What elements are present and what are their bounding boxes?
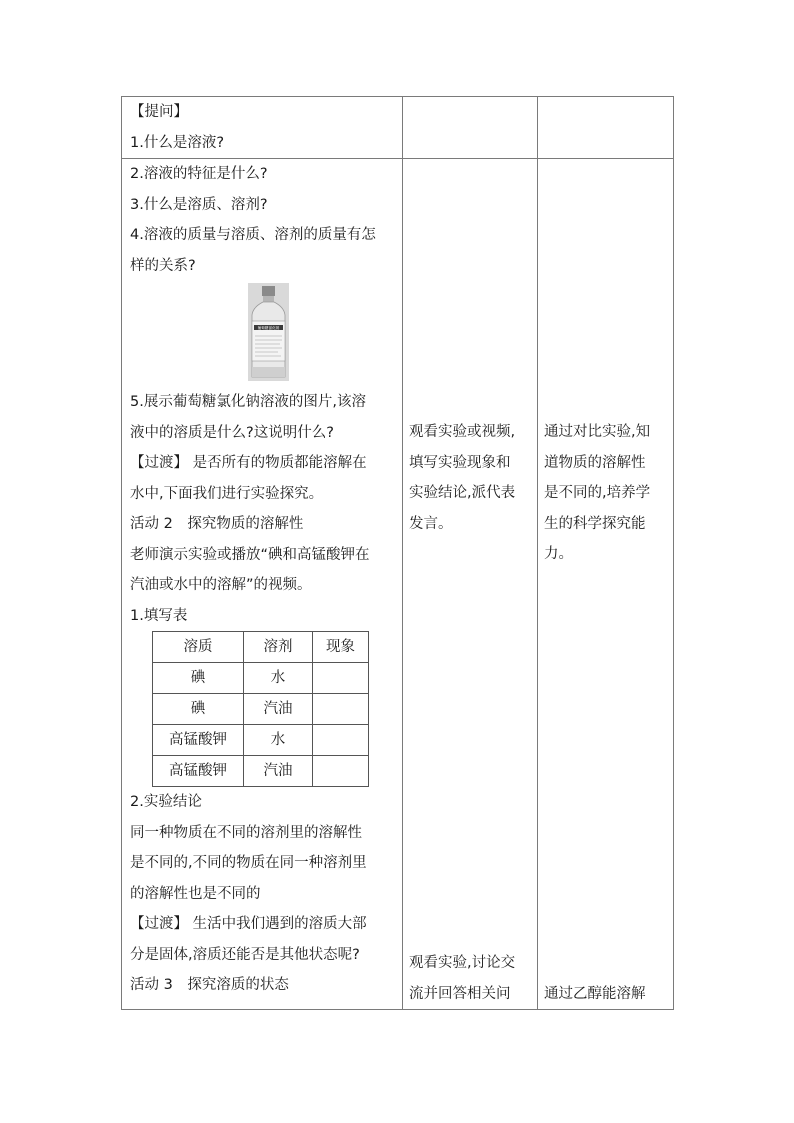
intent-line: 力。: [544, 546, 573, 562]
student-line: 观看实验,讨论交: [409, 955, 516, 971]
question-4: 4.溶液的质量与溶质、溶剂的质量有怎: [130, 227, 376, 243]
transition-1-cont: 水中,下面我们进行实验探究。: [130, 485, 324, 502]
question-5: 5.展示葡萄糖氯化钠溶液的图片,该溶: [130, 394, 366, 410]
student-activity-text: [409, 159, 533, 539]
intent-line: 生的科学探究能: [544, 515, 646, 532]
cell-phenomenon[interactable]: [313, 663, 369, 694]
student-line: 流并回答相关问: [409, 985, 511, 1002]
table-row: [153, 725, 369, 756]
cell-solute: 碘: [153, 663, 244, 694]
header-solvent: 溶剂: [244, 632, 313, 663]
cell-solute: 高锰酸钾: [153, 725, 244, 756]
transition-1: 【过渡】 是否所有的物质都能溶解在: [130, 455, 367, 471]
student-line: 观看实验或视频,: [409, 424, 516, 440]
student-line: 发言。: [409, 515, 453, 532]
table-row: [153, 632, 369, 663]
student-line: 实验结论,派代表: [409, 485, 516, 501]
table-row: [153, 663, 369, 694]
teacher-activity-cell: [122, 159, 403, 1010]
cell-phenomenon[interactable]: [313, 725, 369, 756]
intent-line: 是不同的,培养学: [544, 485, 651, 501]
student-line: 填写实验现象和: [409, 454, 511, 471]
design-intent-text: [544, 159, 669, 570]
experiment-table: [152, 631, 369, 787]
intent-line: 通过乙醇能溶解: [544, 985, 646, 1002]
conclusion-text-cont: 是不同的,不同的物质在同一种溶剂里: [130, 855, 367, 871]
table-row: [122, 97, 674, 159]
cell-phenomenon[interactable]: [313, 694, 369, 725]
design-intent-cell: [538, 159, 674, 1010]
lesson-plan-table: [121, 96, 674, 1010]
table-row: [153, 694, 369, 725]
cell-solvent: 水: [244, 663, 313, 694]
header-solute: 溶质: [153, 632, 244, 663]
activity-2-text: 老师演示实验或播放“碘和高锰酸钾在: [130, 546, 370, 563]
table-row: [122, 159, 674, 1010]
design-intent-cell: [538, 97, 674, 159]
conclusion-heading: 2.实验结论: [130, 794, 202, 810]
conclusion-text-end: 的溶解性也是不同的: [130, 885, 261, 902]
fill-table-label: 1.填写表: [130, 607, 188, 624]
intent-line: 通过对比实验,知: [544, 424, 651, 440]
transition-2: 【过渡】 生活中我们遇到的溶质大部: [130, 916, 367, 932]
cell-solute: 碘: [153, 694, 244, 725]
student-activity-text-2: [409, 948, 535, 1009]
question-2: 2.溶液的特征是什么?: [130, 166, 268, 182]
student-activity-cell: [403, 97, 538, 159]
bottle-image-container: [130, 281, 396, 381]
cell-solvent: 汽油: [244, 694, 313, 725]
transition-2-cont: 分是固体,溶质还能否是其他状态呢?: [130, 946, 360, 963]
table-row: [153, 756, 369, 787]
question-3: 3.什么是溶质、溶剂?: [130, 196, 268, 213]
teacher-activity-cell: [122, 97, 403, 159]
question-heading: 【提问】: [130, 104, 188, 120]
header-phenomenon: 现象: [313, 632, 369, 663]
conclusion-text: 同一种物质在不同的溶剂里的溶解性: [130, 824, 362, 841]
activity-2-title: 活动 2 探究物质的溶解性: [130, 516, 304, 532]
saline-bottle-image: [248, 283, 289, 381]
activity-3-title: 活动 3 探究溶质的状态: [130, 977, 289, 993]
question-4-cont: 样的关系?: [130, 257, 196, 274]
question-1: 1.什么是溶液?: [130, 134, 225, 151]
bottle-label-text: 葡萄糖氯化钠: [257, 326, 280, 331]
cell-solute: 高锰酸钾: [153, 756, 244, 787]
cell-solvent: 水: [244, 725, 313, 756]
activity-2-text-cont: 汽油或水中的溶解”的视频。: [130, 577, 312, 593]
student-activity-cell: [403, 159, 538, 1010]
intent-line: 道物质的溶解性: [544, 454, 646, 471]
cell-phenomenon[interactable]: [313, 756, 369, 787]
question-5-cont: 液中的溶质是什么?这说明什么?: [130, 424, 334, 441]
cell-solvent: 汽油: [244, 756, 313, 787]
design-intent-text-2: [544, 979, 671, 1010]
